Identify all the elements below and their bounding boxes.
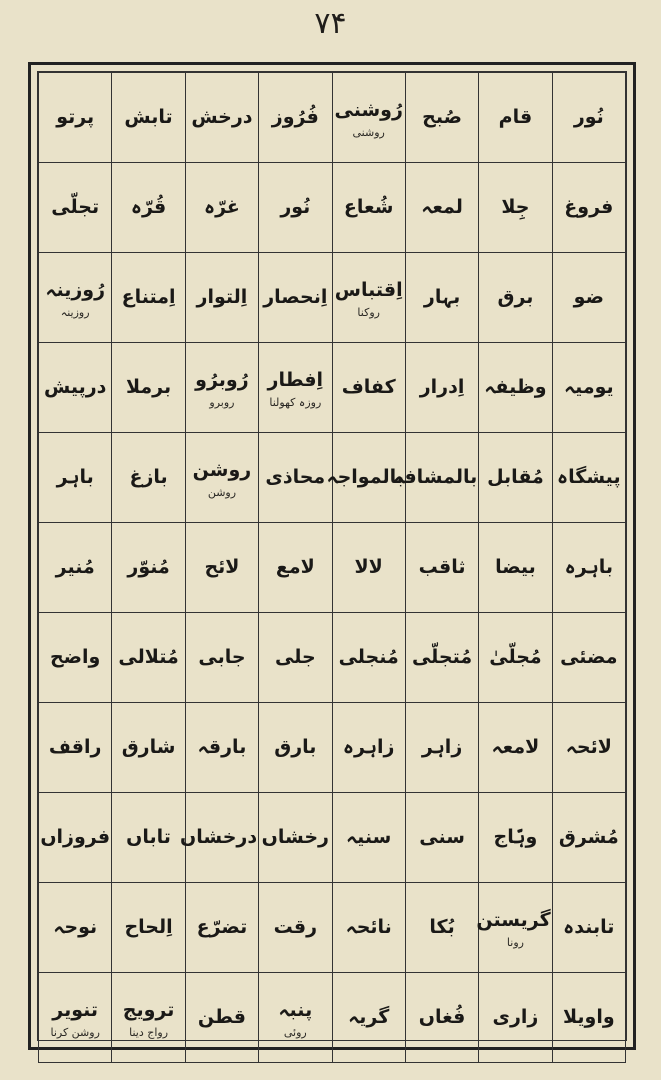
word-text: درخش: [191, 106, 253, 129]
word-text: لائح: [204, 556, 240, 579]
word-text: فروزاں: [40, 826, 111, 849]
word-cell: [405, 703, 478, 793]
word-cell: [479, 703, 552, 793]
word-text: وہّاج: [493, 826, 538, 849]
word-cell: [326, 433, 405, 523]
word-cell: [39, 883, 112, 973]
word-text: بُکا: [429, 916, 455, 939]
word-text: لائحہ: [565, 736, 612, 759]
word-cell: [393, 433, 478, 523]
word-cell: [405, 73, 478, 163]
word-cell: [552, 253, 625, 343]
word-cell: [259, 793, 332, 883]
word-cell: [479, 253, 552, 343]
word-cell: [39, 163, 112, 253]
word-cell: [405, 793, 478, 883]
word-cell: [405, 343, 478, 433]
word-cell: [552, 703, 625, 793]
table-row: [39, 433, 626, 523]
word-text: باہرہ: [564, 556, 613, 579]
word-cell: [112, 433, 185, 523]
word-cell: [552, 973, 625, 1063]
word-text: گریہ: [348, 1006, 390, 1029]
word-cell: [479, 613, 552, 703]
word-cell: [39, 433, 112, 523]
word-text: تابش: [124, 106, 173, 129]
word-cell: [185, 613, 258, 703]
word-text: گریستن: [476, 908, 551, 931]
word-cell: [479, 433, 552, 523]
word-text: واضح: [49, 646, 101, 669]
word-cell: [552, 523, 625, 613]
word-cell: [112, 793, 185, 883]
page-number: ۷۴: [314, 6, 347, 41]
word-cell: [405, 613, 478, 703]
word-text: سنی: [419, 826, 465, 849]
word-text: مُنوّر: [127, 556, 170, 579]
word-text: زاہر: [421, 736, 463, 759]
word-text: لامعہ: [491, 736, 540, 759]
word-text: پنبہ: [278, 998, 313, 1021]
word-cell: [479, 163, 552, 253]
word-text: محاذی: [265, 466, 326, 489]
meaning-text: روشنی: [352, 126, 385, 140]
word-text: اِنحصار: [263, 286, 328, 309]
word-cell: [112, 703, 185, 793]
word-text: تجلّی: [51, 196, 100, 219]
word-text: جِلا: [501, 196, 530, 219]
meaning-text: روکنا: [357, 306, 380, 320]
word-text: نوحہ: [53, 916, 98, 939]
word-text: ثاقب: [418, 556, 466, 579]
word-cell: [332, 793, 405, 883]
word-text: مضئی: [560, 646, 618, 669]
word-cell: [405, 163, 478, 253]
table-row: [39, 883, 626, 973]
word-text: تنویر: [52, 998, 99, 1021]
vocabulary-frame-inner: [37, 71, 627, 1041]
word-text: کفاف: [341, 376, 396, 399]
word-text: اِقتباس: [334, 278, 403, 301]
word-cell: [476, 883, 552, 973]
word-text: صُبح: [422, 106, 462, 129]
vocabulary-frame: [28, 62, 636, 1050]
table-row: [39, 163, 626, 253]
word-text: بارق: [274, 736, 317, 759]
word-text: فُغاں: [418, 1006, 466, 1029]
word-text: لامع: [275, 556, 315, 579]
word-cell: [332, 163, 405, 253]
word-cell: [39, 253, 112, 343]
word-text: درخشاں: [180, 826, 258, 849]
word-text: رُوبرُو: [195, 368, 249, 391]
word-cell: [185, 703, 258, 793]
word-cell: [405, 883, 478, 973]
word-cell: [112, 343, 185, 433]
word-cell: [112, 523, 185, 613]
word-text: رُوشنی: [334, 98, 403, 121]
word-text: لمعہ: [421, 196, 463, 219]
word-cell: [112, 613, 185, 703]
word-cell: [259, 523, 332, 613]
word-cell: [552, 73, 625, 163]
word-text: شُعاع: [343, 196, 394, 219]
meaning-text: رونا: [506, 936, 524, 950]
table-row: [39, 523, 626, 613]
meaning-text: رواج دینا: [129, 1026, 169, 1040]
word-text: مُنجلی: [338, 646, 399, 669]
word-text: اِدرار: [419, 376, 465, 399]
word-cell: [259, 973, 332, 1063]
word-text: شارق: [121, 736, 176, 759]
vocabulary-table: [38, 72, 626, 1063]
word-text: فُرُوز: [271, 106, 319, 129]
word-cell: [479, 343, 552, 433]
table-row: [39, 703, 626, 793]
word-text: یومیہ: [563, 376, 614, 399]
word-text: مُقابل: [487, 466, 544, 489]
word-cell: [112, 253, 185, 343]
word-text: قام: [498, 106, 533, 129]
word-cell: [259, 163, 332, 253]
word-text: نُور: [280, 196, 311, 219]
word-cell: [479, 973, 552, 1063]
word-cell: [185, 73, 258, 163]
word-cell: [185, 883, 258, 973]
word-text: تابندہ: [563, 916, 615, 939]
word-text: بارقہ: [197, 736, 247, 759]
word-cell: [39, 703, 112, 793]
word-text: جلی: [274, 646, 316, 669]
word-text: اِلحاح: [124, 916, 173, 939]
word-cell: [185, 973, 258, 1063]
word-text: بالمواجہ: [326, 466, 404, 489]
word-cell: [552, 163, 625, 253]
word-cell: [405, 973, 478, 1063]
word-cell: [552, 343, 625, 433]
word-cell: [259, 343, 332, 433]
word-text: زاری: [492, 1006, 539, 1029]
word-cell: [332, 73, 405, 163]
word-text: مُنیر: [55, 556, 95, 579]
word-cell: [479, 523, 552, 613]
word-cell: [332, 253, 405, 343]
word-text: درپیش: [43, 376, 107, 399]
word-cell: [185, 253, 258, 343]
word-cell: [112, 973, 185, 1063]
table-row: [39, 253, 626, 343]
table-row: [39, 73, 626, 163]
word-cell: [259, 883, 332, 973]
word-text: فروغ: [564, 196, 614, 219]
word-cell: [259, 613, 332, 703]
table-row: [39, 613, 626, 703]
word-text: بالمشافہ: [393, 466, 478, 489]
word-text: رخشاں: [261, 826, 329, 849]
word-text: راقف: [48, 736, 102, 759]
word-text: رقت: [273, 916, 318, 939]
word-cell: [332, 613, 405, 703]
word-text: قُرّہ: [130, 196, 167, 219]
word-cell: [112, 73, 185, 163]
word-cell: [112, 163, 185, 253]
meaning-text: روئی: [283, 1026, 307, 1040]
word-text: غرّہ: [203, 196, 240, 219]
word-cell: [180, 793, 258, 883]
table-row: [39, 973, 626, 1063]
word-cell: [332, 883, 405, 973]
word-text: سنیہ: [346, 826, 392, 849]
word-text: اِفطار: [267, 368, 324, 391]
word-text: پیشگاہ: [557, 466, 621, 489]
word-cell: [405, 253, 478, 343]
word-cell: [332, 973, 405, 1063]
word-text: زاہرہ: [342, 736, 395, 759]
word-text: ضو: [573, 286, 604, 309]
word-text: واویلا: [562, 1006, 615, 1029]
word-cell: [479, 73, 552, 163]
word-cell: [39, 973, 112, 1063]
word-text: روشن: [192, 458, 252, 481]
word-cell: [332, 523, 405, 613]
word-text: باہر: [56, 466, 94, 489]
word-text: جابی: [198, 646, 246, 669]
word-cell: [259, 73, 332, 163]
meaning-text: روشن: [207, 486, 237, 500]
word-text: لالا: [354, 556, 383, 579]
meaning-text: روزہ کھولنا: [269, 396, 322, 410]
word-cell: [405, 523, 478, 613]
meaning-text: روزینہ: [60, 306, 90, 320]
word-text: پرتو: [56, 106, 95, 129]
table-row: [39, 793, 626, 883]
word-text: بہار: [423, 286, 461, 309]
word-cell: [39, 343, 112, 433]
word-cell: [39, 523, 112, 613]
word-cell: [39, 793, 112, 883]
meaning-text: روبرو: [209, 396, 235, 410]
word-cell: [39, 73, 112, 163]
word-cell: [552, 793, 625, 883]
word-cell: [185, 163, 258, 253]
word-text: ترویج: [122, 998, 175, 1021]
word-text: رُوزینہ: [45, 278, 106, 301]
word-text: بازغ: [129, 466, 168, 489]
word-text: برملا: [125, 376, 172, 399]
word-cell: [185, 523, 258, 613]
word-cell: [552, 433, 625, 523]
word-text: قطن: [197, 1006, 246, 1029]
word-text: اِلتوار: [196, 286, 248, 309]
word-cell: [259, 433, 332, 523]
word-text: وظیفہ: [484, 376, 547, 399]
word-cell: [185, 343, 258, 433]
word-text: تضرّع: [196, 916, 248, 939]
word-text: برق: [497, 286, 534, 309]
meaning-text: روشن کرنا: [50, 1026, 100, 1040]
word-cell: [259, 253, 332, 343]
word-text: نائحہ: [345, 916, 392, 939]
word-text: اِمتناع: [121, 286, 176, 309]
word-text: مُشرق: [558, 826, 619, 849]
word-cell: [332, 343, 405, 433]
word-text: بیضا: [495, 556, 536, 579]
word-text: مُتجلّی: [411, 646, 473, 669]
word-cell: [479, 793, 552, 883]
word-cell: [552, 883, 625, 973]
word-cell: [39, 613, 112, 703]
word-cell: [185, 433, 258, 523]
word-text: مُجلّیٰ: [489, 646, 542, 669]
word-cell: [552, 613, 625, 703]
word-cell: [112, 883, 185, 973]
table-row: [39, 343, 626, 433]
word-cell: [259, 703, 332, 793]
word-text: نُور: [573, 106, 604, 129]
word-text: مُتلالی: [118, 646, 179, 669]
word-cell: [332, 703, 405, 793]
word-text: تاباں: [126, 826, 171, 849]
